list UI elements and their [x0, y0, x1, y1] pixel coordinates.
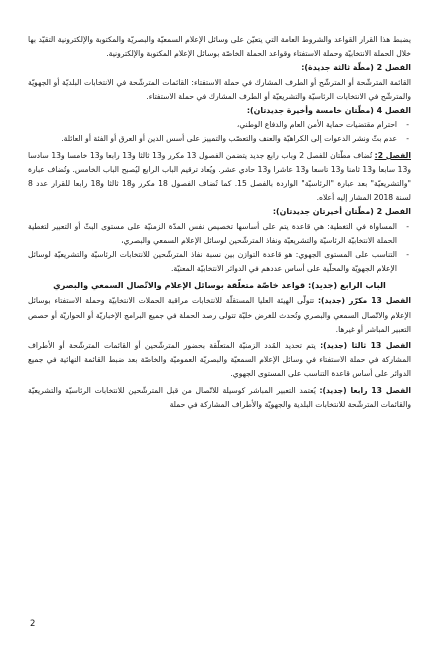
- article-13-ter: الفصل 13 ثالثا (جديد): يتم تحديد المُدد الزمنيّة المتعلّقة بحضور المترشّحين أو القائمات المترشّحة أو الأطراف المشاركة في حملة الاستفتاء في وسائل الإعلام السمعيّة والبصريّة العموميّة والخاصّة بعد ضبط القائمة النهائية في جميع الدوائر على أساس قاعدة التناسب على المستوى الجهوي.: [28, 341, 412, 379]
- article-13-ter-heading: الفصل 13 ثالثا (جديد):: [320, 341, 412, 351]
- intro-paragraph: يضبط هذا القرار القواعد والشروط العامة التي يتعيّن على وسائل الإعلام السمعيّة والبصريّة والمكتوبة والإلكترونية التقيّد بها خلال الحملة الانتخابيّة وحملة الاستفتاء وقواعد الحملة الخاصّة بوسائل الإعلام المكتوبة والإلكترونية.: [28, 35, 411, 59]
- article-13-quater: الفصل 13 رابعا (جديد): يُعتمد التعبير المباشر كوسيلة للاتّصال من قبل المترشّحين للانتخابات الرئاسيّة والتشريعيّة والقائمات المترشّحة للانتخابات البلدية والجهويّة والأطراف المشاركة في حملة: [28, 385, 411, 409]
- article-13-bis-heading: الفصل 13 مكرّر (جديد):: [317, 296, 411, 306]
- amendment-lead: الفصل 2:: [374, 150, 411, 160]
- article-13-bis: الفصل 13 مكرّر (جديد): تتولّى الهيئة العليا المستقلّة للانتخابات مراقبة الحملات الانتخابيّة وحملة الاستفتاء بوسائل الإعلام والاتّصال السمعي والبصري وتُحدث للغرض خليّة تتولى رصد الحملة في جميع البرامج الإخباريّة أو الحواريّة أو حصص التعبير المباشر أو غيرها.: [28, 296, 411, 334]
- article-4-bullet-list: [28, 118, 411, 146]
- article-2-bullet-list: [28, 220, 411, 277]
- definition-paragraph-candidate: القائمة المترشّحة أو المترشّح أو الطرف المشارك في حملة الاستفتاء: القائمات المترشّحة في الانتخابات البلديّة أو الجهويّة والمترشّح في الانتخابات الرئاسيّة والتشريعيّة أو الطرف المشارك في حملة الاستفتاء.: [28, 77, 411, 101]
- list-item: - احترام مقتضيات حماية الأمن العام والدفاع الوطني،: [236, 120, 409, 130]
- list-item: - المساواة في التغطية: هي قاعدة يتم على أساسها تخصيص نفس المدّة الزمنيّة على مستوى البثّ أو التعبير لتغطية الحملة الانتخابيّة الرئاسيّة والتشريعيّة ونفاذ المترشّحين لوسائل الإعلام السمعي والبصري،: [28, 221, 409, 245]
- section-heading-article-4: الفصل 4 (مطّتان خامسة وأخيرة جديدتان):: [246, 106, 411, 116]
- section-heading-article-2-third-indent: الفصل 2 (مطّة ثالثة جديدة):: [301, 63, 411, 73]
- section-heading-article-2-new-indents: الفصل 2 (مطّتان أخيرتان جديدتان):: [272, 207, 411, 217]
- list-item: - التناسب على المستوى الجهوي: هو قاعدة التوازن بين نسبة نفاذ المترشّحين للانتخابات الرئاسيّة والتشريعيّة لوسائل الإعلام الجهويّة والمحلّية على أساس عددهم في الدوائر الانتخابيّة المعنيّة.: [28, 250, 409, 274]
- chapter-four-title: الباب الرابع (جديد): قواعد خاصّة متعلّقة بوسائل الإعلام والاتّصال السمعي والبصري: [53, 280, 386, 291]
- document-body: [28, 33, 411, 412]
- amendment-paragraph: الفصل 2: تُضاف مطّتان للفصل 2 وباب رابع جديد يتضمن الفصول 13 مكرر و13 ثالثا و13 رابعا و13 خامسا و13 سادسا و13 سابعا و13 ثامنا و13 تاسعا و13 عاشرا و13 حادي عشر. ويُعاد ترقيم الباب الرابع ليُصبح الباب الخامس. وتُضاف عبارة "والتشريعيّة" بعد عبارة "الرئاسيّة" الواردة بالفصل 15. كما تُضاف الفصول 18 مكرر و18 ثالثا و18 رابعا للقرار عدد 8 لسنة 2018 المشار إليه أعلاه.: [28, 150, 412, 203]
- page-number: 2: [30, 619, 36, 629]
- list-item: - عدم بثّ ونشر الدعوات إلى الكراهيّة والعنف والتعصّب والتمييز على أسس الدين أو العرق أو الفئة أو العائلة.: [61, 134, 409, 144]
- article-13-quater-heading: الفصل 13 رابعا (جديد):: [319, 385, 411, 395]
